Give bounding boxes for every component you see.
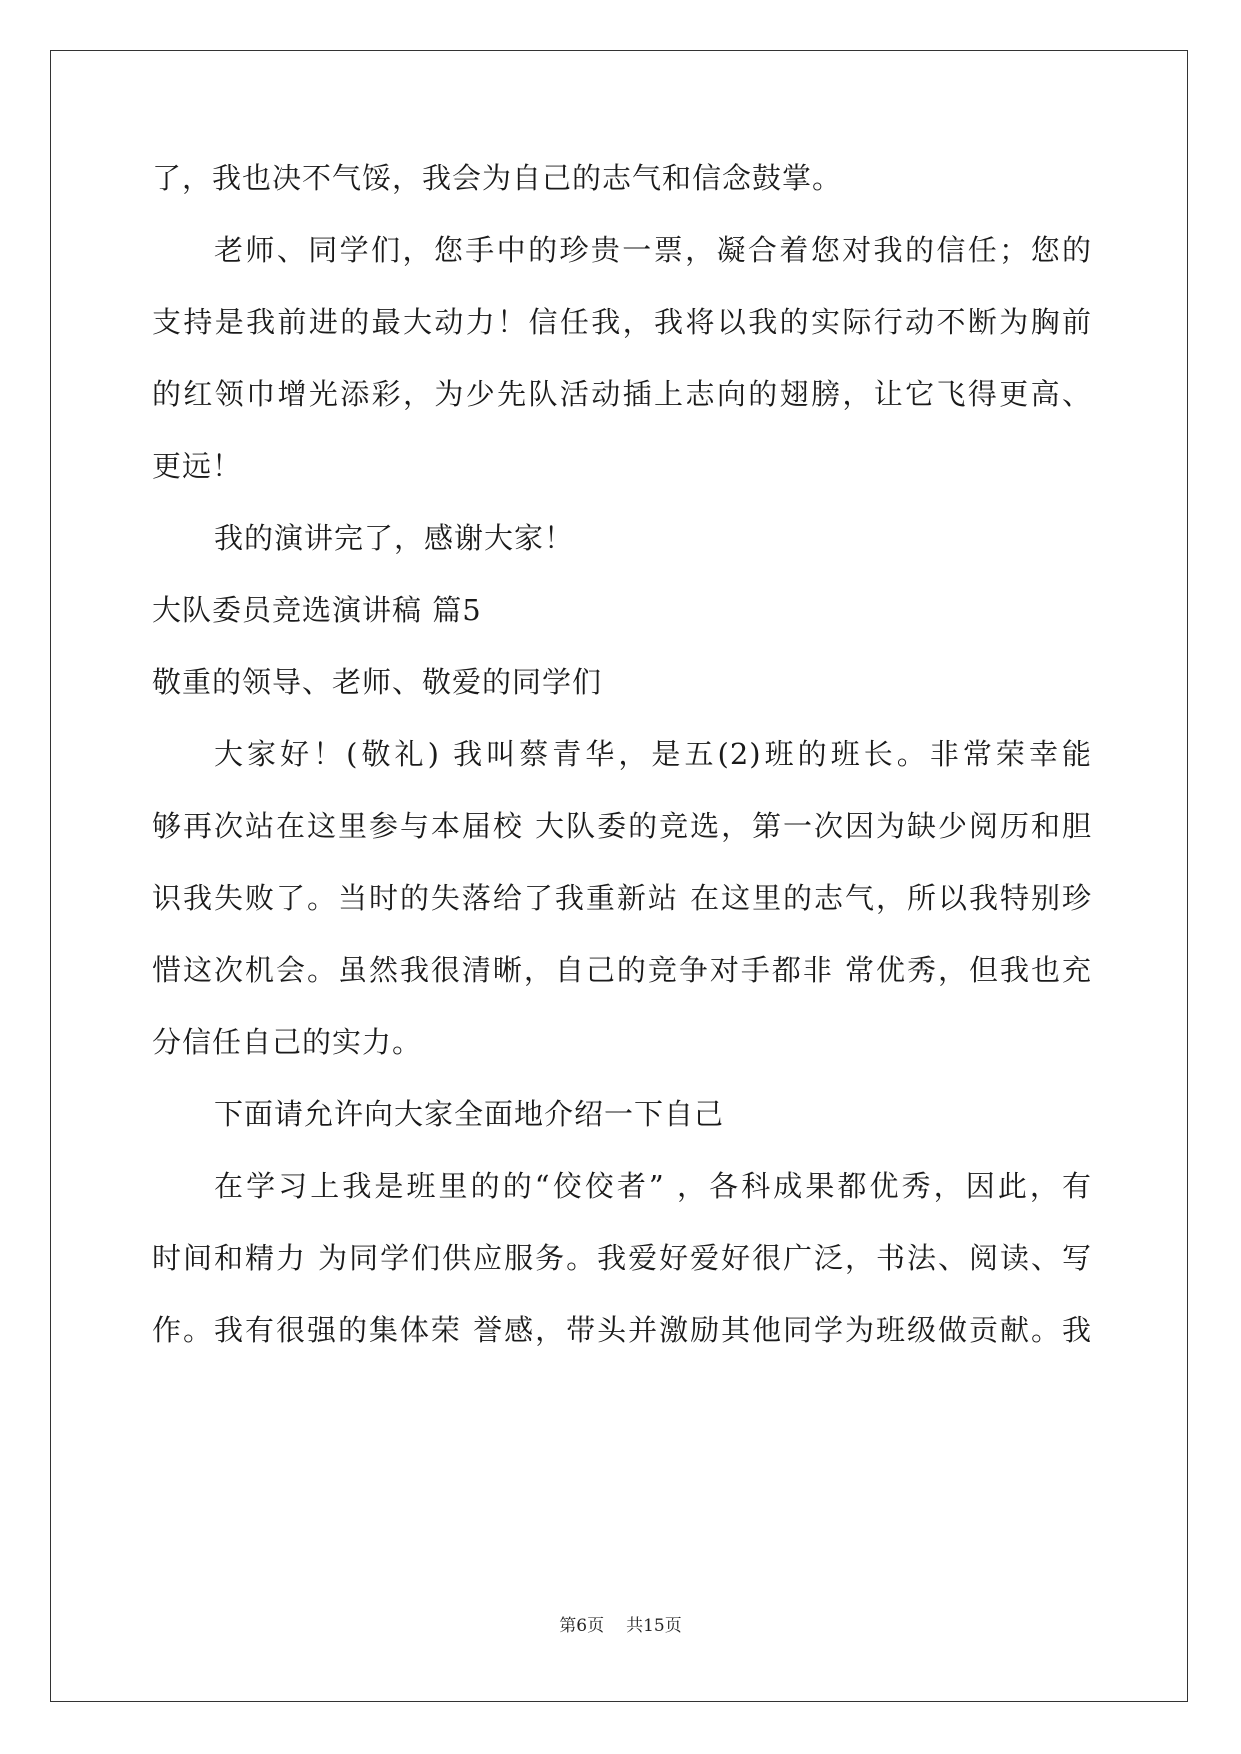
salutation-line: 敬重的领导、老师、敬爱的同学们: [152, 665, 603, 699]
page-total: 共15页: [626, 1616, 682, 1636]
paragraph-line: 惜这次机会。虽然我很清晰，自己的竞争对手都非 常优秀，但我也充: [152, 953, 1092, 987]
paragraph-line: 大家好！(敬礼) 我叫蔡青华，是五(2)班的班长。非常荣幸能: [214, 737, 1092, 771]
page-border: [50, 50, 1188, 1702]
paragraph-line: 了，我也决不气馁，我会为自己的志气和信念鼓掌。: [152, 161, 843, 195]
paragraph-line: 更远！: [152, 449, 243, 483]
paragraph-line: 的红领巾增光添彩，为少先队活动插上志向的翅膀，让它飞得更高、: [152, 377, 1092, 411]
paragraph-line: 时间和精力 为同学们供应服务。我爱好爱好很广泛，书法、阅读、写: [152, 1241, 1092, 1275]
paragraph-line: 支持是我前进的最大动力！信任我，我将以我的实际行动不断为胸前: [152, 305, 1092, 339]
page-footer: [0, 1614, 1241, 1638]
page-number: 第6页: [559, 1616, 605, 1636]
paragraph-line: 分信任自己的实力。: [152, 1025, 423, 1059]
paragraph-line: 识我失败了。当时的失落给了我重新站 在这里的志气，所以我特别珍: [152, 881, 1092, 915]
paragraph-line: 下面请允许向大家全面地介绍一下自己: [214, 1097, 725, 1131]
paragraph-line: 我的演讲完了，感谢大家！: [214, 521, 575, 555]
paragraph-line: 够再次站在这里参与本届校 大队委的竞选，第一次因为缺少阅历和胆: [152, 809, 1092, 843]
paragraph-line: 作。我有很强的集体荣 誉感，带头并激励其他同学为班级做贡献。我: [152, 1313, 1092, 1347]
section-heading: 大队委员竞选演讲稿 篇5: [152, 593, 482, 627]
paragraph-line: 老师、同学们，您手中的珍贵一票，凝合着您对我的信任；您的: [214, 233, 1092, 267]
paragraph-line: 在学习上我是班里的的“佼佼者” ，各科成果都优秀，因此，有: [214, 1169, 1092, 1203]
